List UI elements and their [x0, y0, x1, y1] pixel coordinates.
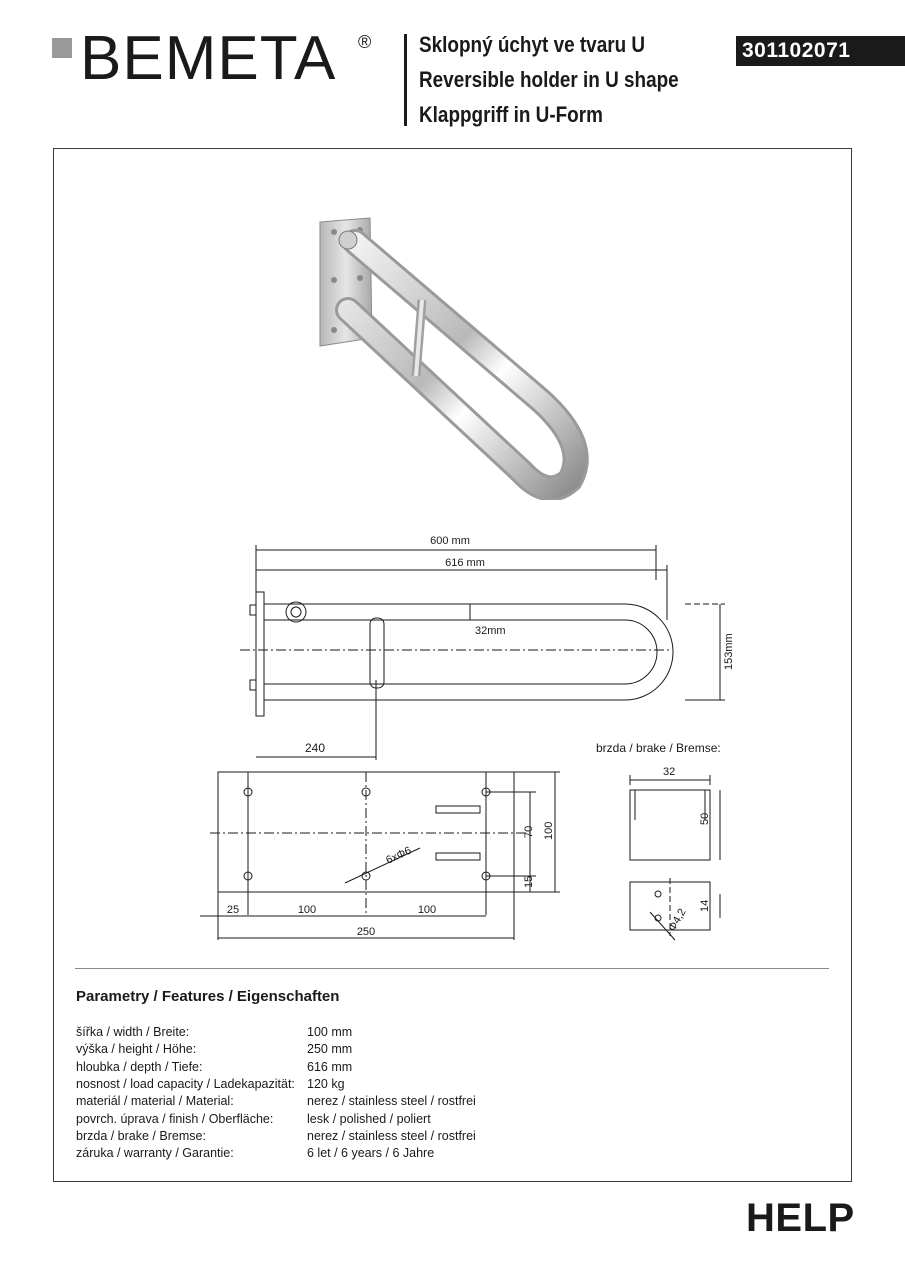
brake-hole-label: Φ4,2 [666, 906, 689, 934]
feature-row [76, 1059, 776, 1076]
brake-50-label: 50 [699, 812, 711, 825]
feature-key: výška / height / Höhe: [76, 1042, 197, 1057]
brand-logo: BEMETA [80, 24, 337, 93]
dim-100v-label: 100 [543, 821, 555, 840]
product-photo [300, 200, 600, 500]
title-en: Reversible holder in U shape [419, 67, 679, 92]
dim-32-label: 32mm [475, 625, 506, 637]
feature-key: povrch. úprava / finish / Oberfläche: [76, 1111, 274, 1126]
feature-value: 100 mm [307, 1025, 353, 1039]
feature-value: lesk / polished / poliert [307, 1111, 431, 1126]
feature-key: záruka / warranty / Garantie: [76, 1146, 234, 1161]
technical-drawing [180, 520, 780, 960]
features-divider [75, 968, 829, 969]
brake-detail-label: brzda / brake / Bremse: [596, 741, 721, 755]
title-de: Klappgriff in U-Form [419, 102, 603, 127]
registered-mark: ® [358, 32, 372, 52]
feature-key: materiál / material / Material: [76, 1094, 234, 1109]
feature-row [76, 1145, 776, 1162]
feature-value: 120 kg [307, 1076, 345, 1091]
dim-15-label: 15 [523, 875, 535, 888]
plate-holes-label: 6xΦ6 [384, 844, 414, 867]
dim-250-label: 250 [356, 926, 376, 938]
feature-key: nosnost / load capacity / Ladekapazität: [76, 1076, 295, 1091]
brake-32-label: 32 [663, 766, 676, 778]
dim-240-label: 240 [304, 741, 326, 755]
feature-row [76, 1024, 776, 1041]
feature-row [76, 1128, 776, 1145]
brake-14-label: 14 [699, 899, 711, 912]
dim-25-label: 25 [226, 904, 240, 916]
series-name: HELP [746, 1196, 855, 1240]
dim-100a-label: 100 [297, 904, 317, 916]
feature-row [76, 1093, 776, 1110]
dim-153-label: 153mm [723, 633, 735, 670]
feature-row [76, 1076, 776, 1093]
logo-square-mark [52, 38, 72, 58]
title-cz: Sklopný úchyt ve tvaru U [419, 32, 646, 57]
feature-value: 6 let / 6 years / 6 Jahre [307, 1146, 435, 1161]
feature-row [76, 1111, 776, 1128]
product-code: 301102071 [736, 36, 905, 66]
feature-key: šířka / width / Breite: [76, 1025, 190, 1039]
features-heading: Parametry / Features / Eigenschaften [76, 988, 340, 1005]
feature-row [76, 1041, 776, 1058]
feature-value: nerez / stainless steel / rostfrei [307, 1128, 476, 1143]
feature-value: 250 mm [307, 1042, 353, 1057]
feature-value: 616 mm [307, 1059, 353, 1074]
dim-616-label: 616 mm [445, 557, 485, 569]
dim-70-label: 70 [523, 825, 535, 838]
dim-600-label: 600 mm [430, 535, 470, 547]
feature-value: nerez / stainless steel / rostfrei [307, 1094, 476, 1109]
title-divider [404, 34, 407, 126]
feature-key: hloubka / depth / Tiefe: [76, 1059, 203, 1074]
feature-key: brzda / brake / Bremse: [76, 1128, 206, 1143]
dim-100b-label: 100 [417, 904, 437, 916]
